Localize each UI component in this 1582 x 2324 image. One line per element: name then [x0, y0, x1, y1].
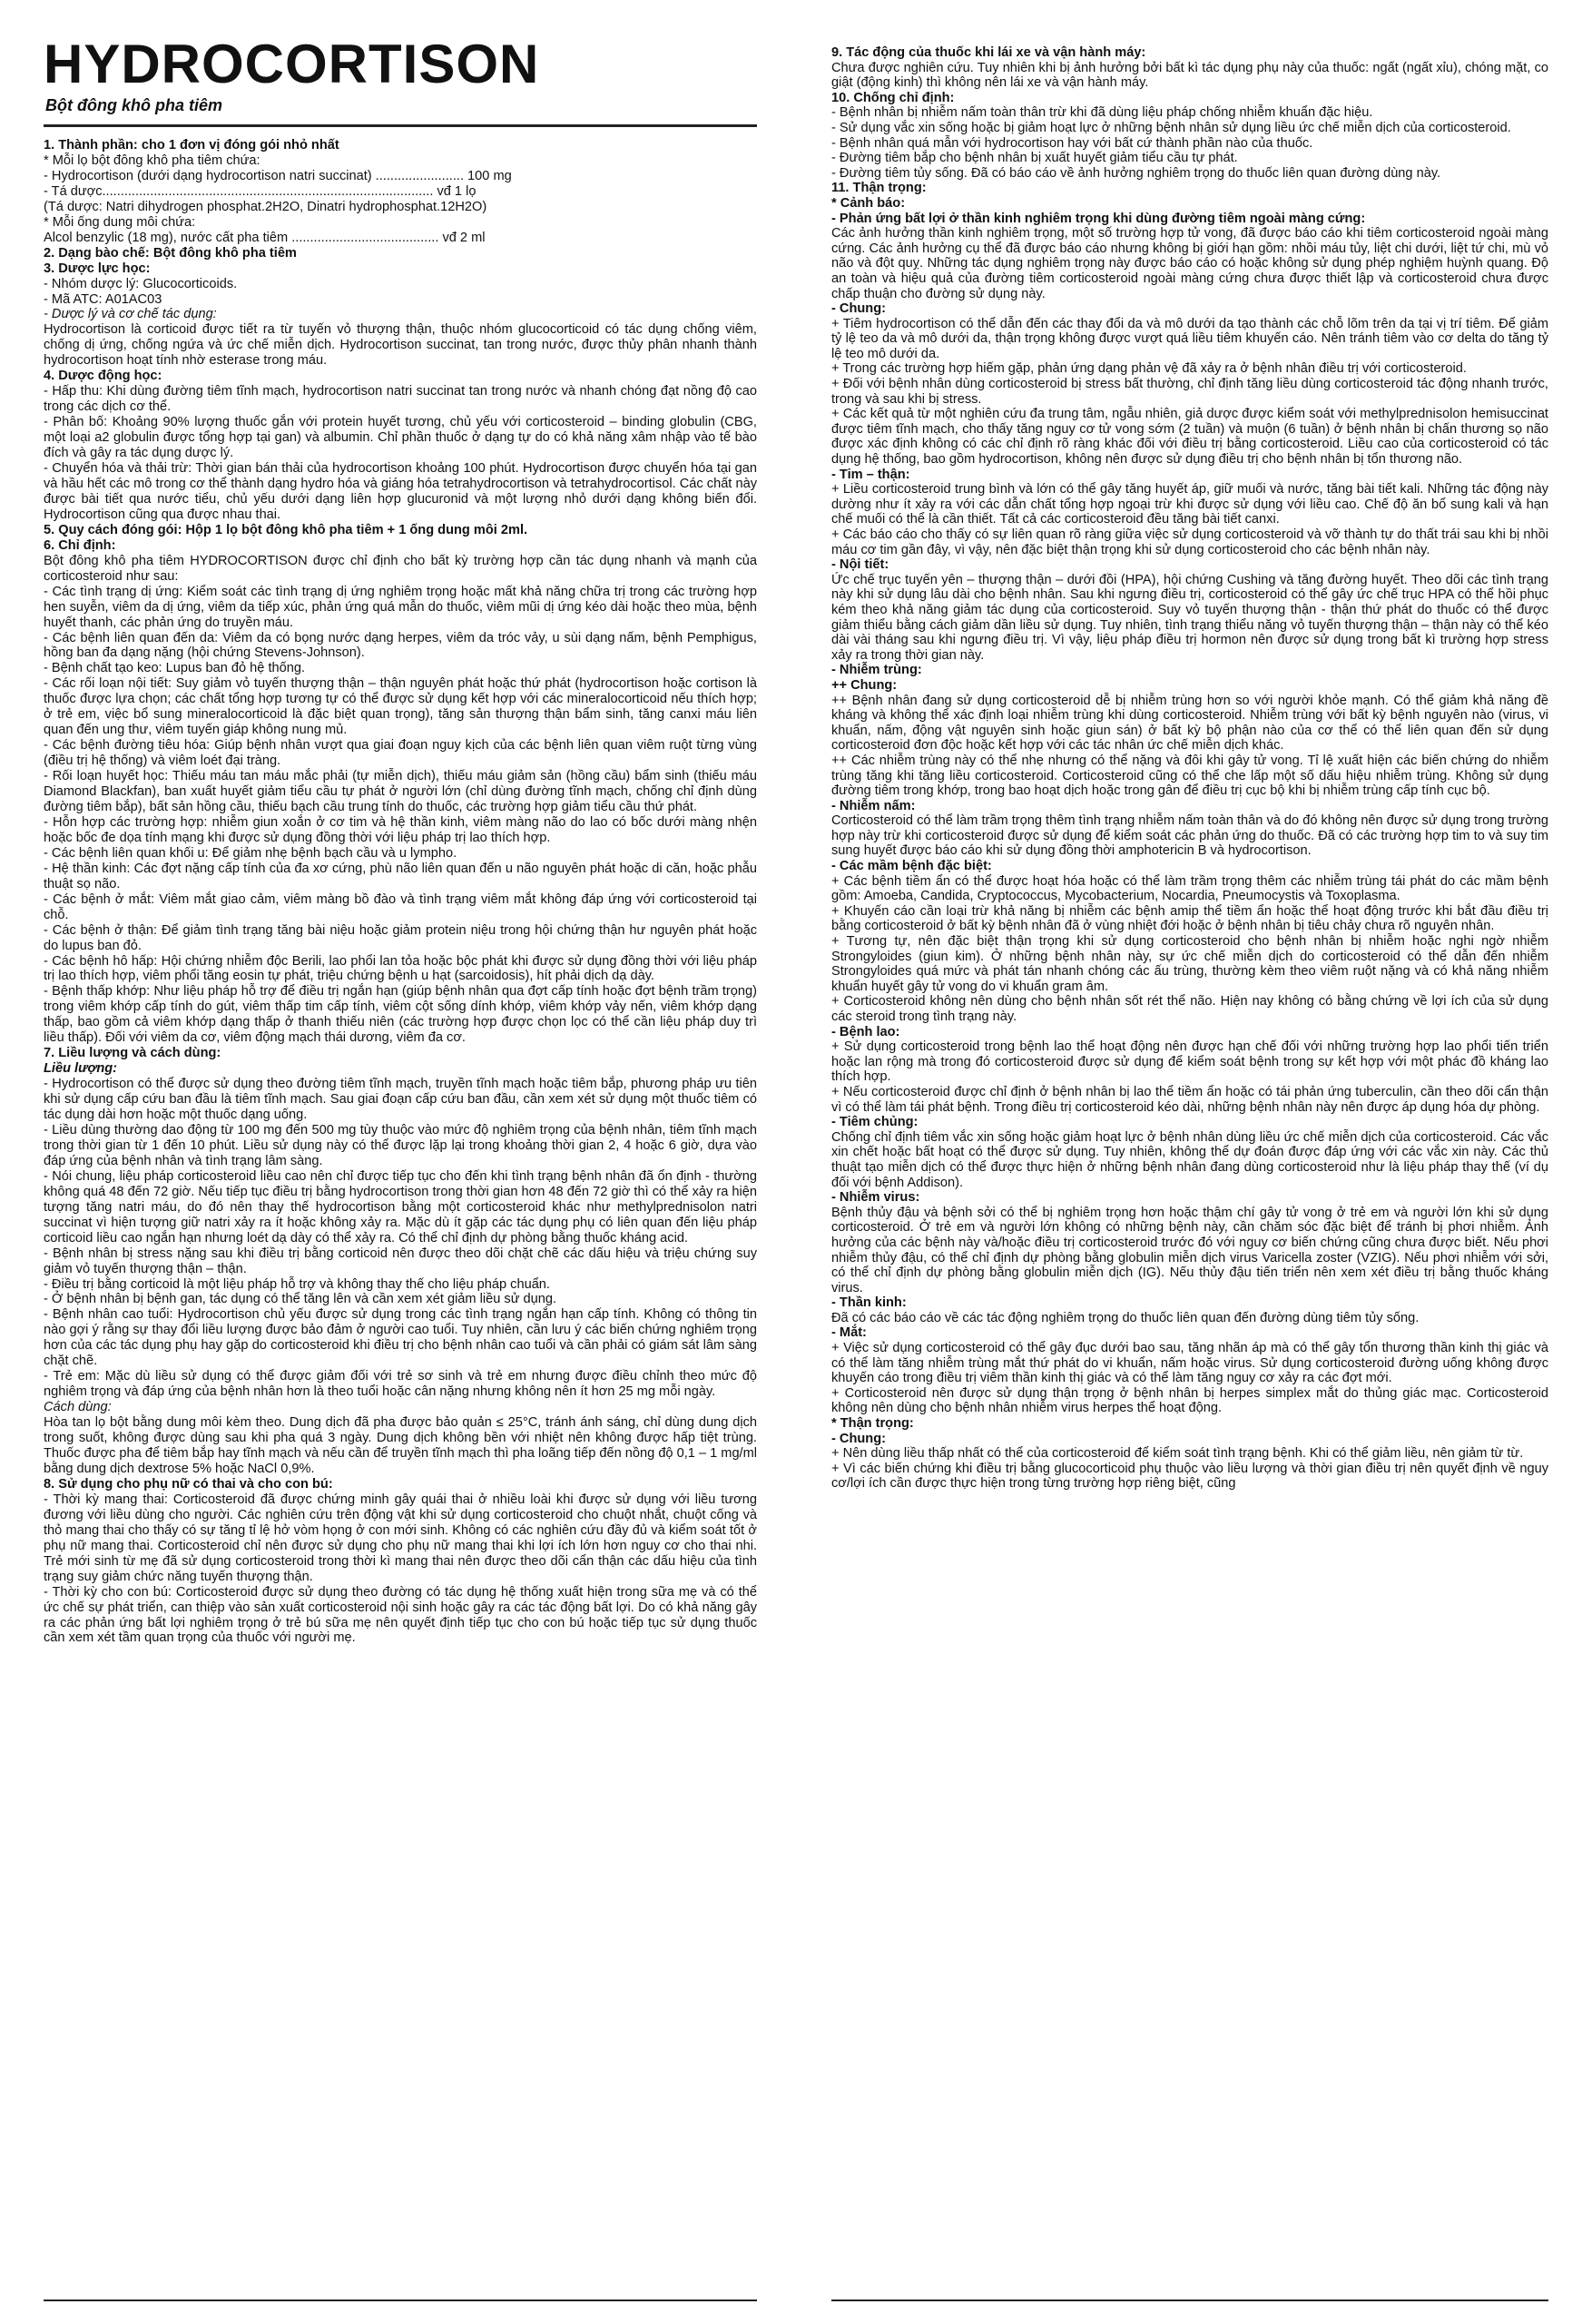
left-paragraphs-item: - Điều trị bằng corticoid là một liệu pháp hỗ trợ và không thay thế cho liệu pháp chuẩn.: [44, 1276, 550, 1292]
right-paragraphs-item: + Trong các trường hợp hiếm gặp, phản ứng dạng phản vệ đã xảy ra ở bệnh nhân điều trị với corticosteroid.: [831, 361, 1467, 377]
right-paragraphs-item: Chưa được nghiên cứu. Tuy nhiên khi bị ảnh hưởng bởi bất kì tác dụng phụ này của thuốc: ngất (ngất xỉu), chóng mặt, co giật (động kinh) thì không nên lái xe và vận hành máy.: [831, 60, 1553, 91]
left-paragraphs-item: Bột đông khô pha tiêm HYDROCORTISON được chỉ định cho bất kỳ trường hợp cần tác dụng nhanh và mạnh của corticosteroid như sau:: [44, 553, 762, 584]
left-paragraphs-item: - Tá dược.......................................................................................... vđ 1 lọ: [44, 183, 477, 199]
left-paragraphs-item: - Các tình trạng dị ứng: Kiểm soát các tình trạng dị ứng nghiêm trọng hoặc mất khả năng chữa trị trong các trường hợp hen suyễn, viêm da dị ứng, viêm da tiếp xúc, phản ứng quá mẫn do thuốc, viêm mũi dị ứng kéo dài hoặc theo mùa, bệnh huyết thanh, các phản ứng do truyền máu.: [44, 584, 762, 630]
right-paragraphs-item: - Mắt:: [831, 1325, 867, 1341]
right-paragraphs-item: + Nên dùng liều thấp nhất có thể của corticosteroid để kiểm soát tình trạng bệnh. Khi có thể giảm liều, nên giảm từ từ.: [831, 1446, 1524, 1462]
left-paragraphs-item: - Bệnh thấp khớp: Như liệu pháp hỗ trợ để điều trị ngắn hạn (giúp bệnh nhân qua đợt cấp tính hoặc đợt bệnh trầm trọng) trong viêm khớp cấp tính do gút, viêm thấp tim cấp tính, viêm cột sống dính khớp, viêm khớp vảy nến, viêm khớp dạng thấp, bao gồm cả viêm khớp dạng thấp ở thanh thiếu niên (các trường hợp được chọn lọc có thể cần liệu pháp duy trì liều thấp). Đối với viêm da cơ, viêm động mạch thái dương, viêm đa cơ.: [44, 984, 762, 1046]
right-paragraphs-item: + Corticosteroid không nên dùng cho bệnh nhân sốt rét thể não. Hiện nay không có bằng chứng về lợi ích của sử dụng các steroid trong tình trạng này.: [831, 994, 1553, 1024]
left-paragraphs-item: - Trẻ em: Mặc dù liều sử dụng có thể được giảm đối với trẻ sơ sinh và trẻ em nhưng được điều chỉnh theo mức độ nghiêm trọng và đáp ứng của bệnh nhân hơn là theo tuổi hoặc cân nặng nhưng không nên ít hơn 25 mg mỗi ngày.: [44, 1369, 762, 1400]
left-paragraphs-item: - Mã ATC: A01AC03: [44, 291, 162, 307]
right-paragraphs-item: 9. Tác động của thuốc khi lái xe và vận hành máy:: [831, 45, 1146, 60]
left-paragraphs-item: 8. Sử dụng cho phụ nữ có thai và cho con bú:: [44, 1476, 333, 1492]
right-paragraphs-item: 11. Thận trọng:: [831, 181, 927, 196]
right-paragraphs-item: 10. Chống chỉ định:: [831, 90, 955, 105]
right-paragraphs-item: ++ Bệnh nhân đang sử dụng corticosteroid dễ bị nhiễm trùng hơn so với người khỏe mạnh. Có thể giảm khả năng đề kháng và không thể xác định loại nhiễm trùng khi dùng corticosteroid. Nhiễm trùng với bất kỳ bệnh nguyên nào (virus, vi khuẩn, nấm, động vật nguyên sinh hoặc giun sán) ở bất kỳ bộ phận nào của cơ thể có thể liên quan đến sử dụng corticosteroid đơn độc hoặc kết hợp với các tác nhân ức chế miễn dịch khác.: [831, 693, 1553, 753]
left-paragraphs-item: * Mỗi ống dung môi chứa:: [44, 214, 196, 230]
left-paragraphs-item: * Mỗi lọ bột đông khô pha tiêm chứa:: [44, 153, 260, 168]
right-paragraphs-item: + Nếu corticosteroid được chỉ định ở bệnh nhân bị lao thể tiềm ẩn hoặc có tái phản ứng tuberculin, cần theo dõi cẩn thận vì có thể làm tái phát bệnh. Trong điều trị corticosteroid kéo dài, những bệnh nhân này nên được áp dụng hóa dự phòng.: [831, 1084, 1553, 1115]
title-divider: [44, 124, 757, 127]
left-paragraphs-item: - Bệnh chất tạo keo: Lupus ban đỏ hệ thống.: [44, 661, 306, 676]
right-paragraphs-item: Các ảnh hưởng thần kinh nghiêm trọng, một số trường hợp tử vong, đã được báo cáo khi tiêm corticosteroid ngoài màng cứng. Các ảnh hưởng cụ thể đã được báo cáo nhưng không bị giới hạn gồm: nhồi máu tủy, liệt chi dưới, liệt tứ chi, mù vỏ não và đột quỵ. Những tác dụng nghiêm trọng này được báo cáo có hoặc không sử dụng phép nghiệm huỳnh quang. Độ an toàn và hiệu quả của đường tiêm corticosteroid ngoài màng cứng chưa được thiết lập và corticosteroid chưa được chấp thuận cho đường sử dụng này.: [831, 226, 1553, 301]
left-paragraphs-item: 4. Dược động học:: [44, 369, 162, 384]
right-paragraphs-item: + Corticosteroid nên được sử dụng thận trọng ở bệnh nhân bị herpes simplex mắt do thủng giác mạc. Corticosteroid không nên dùng cho bệnh nhân nhiễm virus herpes thể hoạt động.: [831, 1385, 1553, 1416]
right-paragraphs-item: + Liều corticosteroid trung bình và lớn có thể gây tăng huyết áp, giữ muối và nước, tăng bài tiết kali. Những tác động này dường như ít xảy ra với các dẫn chất tổng hợp ngoại trừ khi được sử dụng với liều cao. Chế độ ăn bổ sung kali và hạn chế muối có thể là cần thiết. Tất cả các corticosteroid đều tăng bài tiết canxi.: [831, 482, 1553, 527]
right-paragraphs-item: - Chung:: [831, 1431, 886, 1446]
right-paragraphs-item: - Thần kinh:: [831, 1295, 907, 1311]
left-paragraphs-item: 1. Thành phần: cho 1 đơn vị đóng gói nhỏ nhất: [44, 138, 339, 153]
left-paragraphs-item: - Hydrocortison có thể được sử dụng theo đường tiêm tĩnh mạch, truyền tĩnh mạch hoặc tiêm bắp, phương pháp ưu tiên khi sử dụng cấp cứu ban đầu là tiêm tĩnh mạch. Sau giai đoạn cấp cứu ban đầu, cần xem xét sử dụng một thuốc tiêm có tác dụng dài hơn hoặc một thuốc dạng uống.: [44, 1077, 762, 1123]
left-paragraphs-item: - Các rối loạn nội tiết: Suy giảm vỏ tuyến thượng thận – thận nguyên phát hoặc thứ phát (hydrocortison hoặc cortison là thuốc được lựa chọn; các chất tổng hợp tương tự có thể được sử dụng kết hợp với các mineralocorticoid nếu thích hợp; ở trẻ em, việc bổ sung mineralocorticoid là đặc biệt quan trọng), tăng sản thượng thận bẩm sinh, tăng canxi máu liên quan đến ung thư, viêm tuyến giáp không nung mủ.: [44, 676, 762, 738]
right-paragraphs-item: + Các báo cáo cho thấy có sự liên quan rõ ràng giữa việc sử dụng corticosteroid và vỡ thành tự do thất trái sau khi bị nhồi máu cơ tim gần đây, vì vậy, nên đặc biệt thận trọng khi sử dụng corticosteroid cho các bệnh nhân này.: [831, 527, 1553, 557]
right-paragraphs-item: + Vì các biến chứng khi điều trị bằng glucocorticoid phụ thuộc vào liều lượng và thời gian điều trị nên quyết định về nguy cơ/lợi ích cần được thực hiện trong từng trường hợp riêng biệt, cũng: [831, 1461, 1553, 1492]
left-paragraphs-item: - Nhóm dược lý: Glucocorticoids.: [44, 276, 238, 291]
left-bottom-divider: [44, 2299, 757, 2301]
left-paragraphs-item: 2. Dạng bào chế: Bột đông khô pha tiêm: [44, 245, 297, 261]
right-paragraphs-item: + Tương tự, nên đặc biệt thận trọng khi sử dụng corticosteroid cho bệnh nhân bị nhiễm hoặc nghi ngờ nhiễm Strongyloides (giun kim). Ở những bệnh nhân này, sự ức chế miễn dịch do corticosteroid có thể dẫn đến nhiễm Strongyloides quá mức và phát tán nhanh chóng các ấu trùng, thường kèm theo viêm ruột nặng và có khả năng nhiễm khuẩn huyết gây tử vong do vi khuẩn gram âm.: [831, 934, 1553, 994]
left-paragraphs-item: - Liều dùng thường dao động từ 100 mg đến 500 mg tùy thuộc vào mức độ nghiêm trọng của bệnh nhân, tiêm tĩnh mạch trong thời gian từ 1 đến 10 phút. Liều sử dụng này có thể được lặp lại trong khoảng thời gian 2, 4 hoặc 6 giờ, dựa vào đáp ứng của bệnh nhân và tình trạng lâm sàng.: [44, 1123, 762, 1168]
left-paragraphs-item: - Bệnh nhân cao tuổi: Hydrocortison chủ yếu được sử dụng trong các tình trạng ngắn hạn cấp tính. Không có thông tin nào gợi ý rằng sự thay đổi liều lượng được bảo đảm ở người cao tuổi. Tuy nhiên, cần lưu ý các biến chứng nghiêm trọng hơn của các tác dụng phụ hay gặp do corticosteroid khi điều trị cho bệnh nhân cao tuổi và cần phải có giám sát lâm sàng chặt chẽ.: [44, 1307, 762, 1369]
left-paragraphs-item: - Hydrocortison (dưới dạng hydrocortison natri succinat) ........................ 100 mg: [44, 168, 512, 183]
left-paragraphs-item: - Bệnh nhân bị stress nặng sau khi điều trị bằng corticoid nên được theo dõi chặt chẽ các dấu hiệu và triệu chứng suy giảm vỏ tuyến thượng thận – thận.: [44, 1246, 762, 1276]
document-subtitle: Bột đông khô pha tiêm: [45, 96, 222, 114]
left-paragraphs-item: - Các bệnh liên quan đến da: Viêm da có bọng nước dạng herpes, viêm da tróc vảy, u sùi dạng nấm, bệnh Pemphigus, hồng ban đa dạng nặng (hội chứng Stevens-Johnson).: [44, 630, 762, 661]
right-paragraphs-item: Ức chế trục tuyến yên – thượng thận – dưới đồi (HPA), hội chứng Cushing và tăng đường huyết. Theo dõi các tình trạng này khi sử dụng lâu dài cho bệnh nhân. Sau khi ngưng điều trị, corticosteroid có thể gây ức chế trục HPA có thể hồi phục kém theo khả năng giảm tác dụng của corticosteroid. Suy vỏ tuyến thượng thận - thận thứ phát do thuốc có thể được giảm thiểu bằng cách giảm dần liều sử dụng. Tuy nhiên, tình trạng thiểu năng vỏ tuyến thượng thận – thận này có thể kéo dài vài tháng sau khi ngưng điều trị. Vì vậy, liệu pháp điều trị hormon nên được sử dụng trong bất kì trường hợp stress xảy ra trong thời gian này.: [831, 572, 1553, 663]
right-column: [831, 45, 1553, 2301]
left-paragraphs-item: - Ở bệnh nhân bị bệnh gan, tác dụng có thể tăng lên và cần xem xét giảm liều sử dụng.: [44, 1292, 557, 1307]
left-paragraphs-item: Liều lượng:: [44, 1061, 118, 1077]
left-paragraphs-item: 5. Quy cách đóng gói: Hộp 1 lọ bột đông khô pha tiêm + 1 ống dung môi 2ml.: [44, 522, 528, 537]
right-paragraphs-item: * Cảnh báo:: [831, 195, 906, 211]
right-paragraphs-item: - Nhiễm nấm:: [831, 798, 916, 813]
right-paragraphs-item: ++ Chung:: [831, 677, 898, 693]
right-paragraphs-item: - Tim – thận:: [831, 467, 910, 482]
left-paragraphs-item: - Hấp thu: Khi dùng đường tiêm tĩnh mạch, hydrocortison natri succinat tan trong nước và nhanh chóng đạt nồng độ cao trong các dịch cơ thể.: [44, 384, 762, 415]
right-paragraphs-item: ++ Các nhiễm trùng này có thể nhẹ nhưng có thể nặng và đôi khi gây tử vong. Tỉ lệ xuất hiện các biến chứng do nhiễm trùng tăng khi tăng liều corticosteroid. Corticosteroid cũng có thể che lấp một số dấu hiệu nhiễm trùng. Không sử dụng đường tiêm trong khớp, trong bao hoạt dịch hoặc trong gân để điều trị cục bộ khi bị nhiễm trùng cấp tính cục bộ.: [831, 753, 1553, 799]
right-paragraphs-item: Chống chỉ định tiêm vắc xin sống hoặc giảm hoạt lực ở bệnh nhân dùng liều ức chế miễn dịch của corticosteroid. Các vắc xin chết hoặc bất hoạt có thể được sử dụng. Tuy nhiên, không thể dự đoán được đáp ứng với các vắc xin này. Các thủ thuật tạo miễn dịch có thể được thực hiện ở những bệnh nhân đang dùng corticosteroid như là liệu pháp thay thế (ví dụ đối với bệnh Addison).: [831, 1129, 1553, 1190]
left-paragraphs-item: - Hệ thần kinh: Các đợt nặng cấp tính của đa xơ cứng, phù não liên quan đến u não nguyên phát hoặc di căn, hoặc phẫu thuật sọ não.: [44, 861, 762, 891]
right-paragraphs-item: - Tiêm chủng:: [831, 1115, 919, 1130]
left-paragraphs-item: 6. Chỉ định:: [44, 537, 116, 553]
left-paragraphs-item: - Chuyển hóa và thải trừ: Thời gian bán thải của hydrocortison khoảng 100 phút. Hydrocortison được chuyển hóa tại gan và hầu hết các mô trong cơ thể thành dạng hydro hóa và giáng hóa tetrahydrocortison và tetrahydrocortisol. Các chất này được bài tiết qua nước tiểu, chủ yếu dưới dạng liên hợp glucuronid và một lượng nhỏ dưới dạng không biến đổi. Hydrocortison cũng qua được nhau thai.: [44, 461, 762, 522]
left-paragraphs-item: - Nói chung, liệu pháp corticosteroid liều cao nên chỉ được tiếp tục cho đến khi tình trạng bệnh nhân đã ổn định - thường không quá 48 đến 72 giờ. Nếu tiếp tục điều trị bằng hydrocortison trong thời gian hơn 48 đến 72 giờ thì có thể xảy ra hiện tượng tăng natri máu, do đó nên thay thế hydrocortison bằng một corticosteroid khác như methylprednisolon natri succinat vì hiện tượng giữ natri xảy ra ít hoặc không xảy ra. Mặc dù ít gặp các tác dụng phụ có liên quan đến liệu pháp corticoid liều cao ngắn hạn nhưng loét dạ dày có thể xảy ra. Có thể chỉ định dự phòng bằng thuốc kháng acid.: [44, 1168, 762, 1246]
left-paragraphs-item: - Dược lý và cơ chế tác dụng:: [44, 307, 217, 322]
left-column: [44, 34, 762, 2301]
right-paragraphs-item: Bệnh thủy đậu và bệnh sởi có thể bị nghiêm trọng hơn hoặc thậm chí gây tử vong ở trẻ em và người lớn khi sử dụng corticosteroid. Ở trẻ em và người lớn không có những bệnh này, cần chăm sóc đặc biệt để tránh bị phơi nhiễm. Ảnh hưởng của các bệnh này và/hoặc điều trị corticosteroid trước đó với nguy cơ biến chứng cũng chưa được biết. Nếu phơi nhiễm thủy đậu, có thể chỉ định dự phòng bằng globulin miễn dịch virus Varicella zoster (VZIG). Nếu phơi nhiễm với sởi, có thể chỉ định dự phòng bằng globulin miễn dịch (IG). Nếu thủy đậu tiến triển nên xem xét điều trị bằng thuốc kháng virus.: [831, 1205, 1553, 1295]
right-paragraphs-item: - Đường tiêm tủy sống. Đã có báo cáo về ảnh hưởng nghiêm trọng do thuốc liên quan đường dùng này.: [831, 165, 1441, 181]
left-paragraphs-item: Hydrocortison là corticoid được tiết ra từ tuyến vỏ thượng thận, thuộc nhóm glucocorticoid có tác dụng chống viêm, chống dị ứng, chống ngứa và ức chế miễn dịch. Hydrocortison succinat, tan trong nước, được thủy phân nhanh thành hydrocortison hoạt tính nhờ esterase trong máu.: [44, 322, 762, 369]
right-paragraphs-item: + Đối với bệnh nhân dùng corticosteroid bị stress bất thường, chỉ định tăng liều dùng corticosteroid tác động nhanh trước, trong và sau khi bị stress.: [831, 377, 1553, 407]
left-paragraphs-item: - Thời kỳ cho con bú: Corticosteroid được sử dụng theo đường có tác dụng hệ thống xuất hiện trong sữa mẹ và có thể ức chế sự phát triển, can thiệp vào sản xuất corticosteroid nội sinh hoặc gây ra các tác động bất lợi. Do có khả năng gây ra các phản ứng bất lợi nghiêm trọng ở trẻ bú sữa mẹ nên quyết định tiếp tục cho con bú hoặc tiếp tục sử dụng thuốc cần xem xét tầm quan trọng của thuốc với người mẹ.: [44, 1584, 762, 1646]
right-paragraphs-item: - Đường tiêm bắp cho bệnh nhân bị xuất huyết giảm tiểu cầu tự phát.: [831, 151, 1238, 166]
right-paragraphs-item: - Nhiễm virus:: [831, 1190, 920, 1206]
left-paragraphs-item: - Hỗn hợp các trường hợp: nhiễm giun xoắn ở cơ tim và hệ thần kinh, viêm màng não do lao có bốc dưới màng nhện hoặc bốc đe dọa tính mạng khi được sử dụng đồng thời với liệu pháp trị lao thích hợp.: [44, 814, 762, 845]
left-paragraphs-item: - Các bệnh đường tiêu hóa: Giúp bệnh nhân vượt qua giai đoạn nguy kịch của các bệnh liên quan viêm ruột từng vùng (điều trị hệ thống) và viêm loét đại tràng.: [44, 738, 762, 769]
right-paragraphs-item: + Các kết quả từ một nghiên cứu đa trung tâm, ngẫu nhiên, giả dược được kiểm soát với methylprednisolon hemisuccinat được tiêm tĩnh mạch, cho thấy tăng nguy cơ tử vong sớm (2 tuần) và muộn (6 tuần) ở bệnh nhân bị chấn thương sọ não được xác định không có các chỉ định rõ ràng khác đối với điều trị bằng corticosteroid. Liều cao của corticosteroid có tác dụng hệ thống, bao gồm hydrocortison, không nên được sử dụng điều trị cho bệnh nhân bị tổn thương não.: [831, 407, 1553, 468]
right-paragraphs-item: - Nhiễm trùng:: [831, 663, 922, 678]
right-body-text: [831, 45, 1553, 1492]
left-paragraphs-item: Alcol benzylic (18 mg), nước cất pha tiêm ........................................ vđ 2 ml: [44, 230, 486, 245]
left-paragraphs-item: 3. Dược lực học:: [44, 261, 151, 276]
right-paragraphs-item: + Việc sử dụng corticosteroid có thể gây đục dưới bao sau, tăng nhãn áp mà có thể gây tổn thương thần kinh thị giác và có thể làm tăng nhiễm trùng mắt thứ phát do vi khuẩn, nấm hoặc virus. Sử dụng corticosteroid đường uống không được khuyến cáo trong điều trị viêm thần kinh thị giác và có thể làm tăng nguy cơ xảy ra các đợt mới.: [831, 1341, 1553, 1386]
right-paragraphs-item: - Phản ứng bất lợi ở thần kinh nghiêm trọng khi dùng đường tiêm ngoài màng cứng:: [831, 211, 1366, 226]
right-paragraphs-item: - Chung:: [831, 301, 886, 317]
left-paragraphs-item: - Phân bố: Khoảng 90% lượng thuốc gắn với protein huyết tương, chủ yếu với corticosteroid – binding globulin (CBG, một loại a2 globulin được tổng hợp tại gan) và albumin. Chỉ phần thuốc ở dạng tự do có khả năng xâm nhập vào tế bào đích và gây ra tác dụng dược lý.: [44, 415, 762, 461]
right-paragraphs-item: - Nội tiết:: [831, 557, 889, 573]
left-paragraphs-item: Hòa tan lọ bột bằng dung môi kèm theo. Dung dịch đã pha được bảo quản ≤ 25°C, tránh ánh sáng, chỉ dùng dung dịch trong suốt, không được dùng sau khi pha quá 3 ngày. Dung dịch không bền với nhiệt nên không được hấp tiệt trùng. Thuốc được pha để tiêm bắp hay tĩnh mạch và nếu cần để truyền tĩnh mạch thì pha loãng tiếp đến nồng độ 0,1 – 1 mg/ml bằng dung dịch dextrose 5% hoặc NaCl 0,9%.: [44, 1415, 762, 1476]
right-paragraphs-item: - Bệnh lao:: [831, 1024, 900, 1039]
right-paragraphs-item: + Tiêm hydrocortison có thể dẫn đến các thay đổi da và mô dưới da tạo thành các chỗ lõm trên da tại vị trí tiêm. Để giảm tỷ lệ teo da và mô dưới da, thận trọng không được vượt quá liều tiêm khuyến cáo. Nên tránh tiêm vào cơ delta do tăng tỷ lệ teo mô dưới da.: [831, 316, 1553, 361]
left-paragraphs-item: - Các bệnh ở thận: Để giảm tình trạng tăng bài niệu hoặc giảm protein niệu trong hội chứng thận hư nguyên phát hoặc do lupus ban đỏ.: [44, 922, 762, 953]
right-paragraphs-item: - Bệnh nhân quá mẫn với hydrocortison hay với bất cứ thành phần nào của thuốc.: [831, 135, 1313, 151]
left-paragraphs-item: 7. Liều lượng và cách dùng:: [44, 1046, 221, 1061]
right-paragraphs-item: Đã có các báo cáo về các tác động nghiêm trọng do thuốc liên quan đến đường dùng tiêm tủy sống.: [831, 1310, 1420, 1325]
left-paragraphs-item: - Rối loạn huyết học: Thiếu máu tan máu mắc phải (tự miễn dịch), thiếu máu giảm sản (hồng cầu) bẩm sinh (thiếu máu Diamond Blackfan), ban xuất huyết giảm tiểu cầu tự phát ở người lớn (chỉ dùng đường tĩnh mạch, chống chỉ định dùng đường tiêm bắp), bất sản hồng cầu, thiếu bạch cầu trung tính do thuốc, các trường hợp giảm tiểu cầu thứ phát.: [44, 769, 762, 814]
left-paragraphs-item: Cách dùng:: [44, 1400, 112, 1415]
left-body-text: [44, 138, 762, 1646]
right-paragraphs-item: + Khuyến cáo cần loại trừ khả năng bị nhiễm các bệnh amip thể tiềm ẩn hoặc thể hoạt động trước khi bắt đầu điều trị bằng corticosteroid ở bất kỳ bệnh nhân đã ở vùng nhiệt đới hoặc ở bệnh nhân bị tiêu chảy chưa rõ nguyên nhân.: [831, 903, 1553, 934]
right-paragraphs-item: Corticosteroid có thể làm trầm trọng thêm tình trạng nhiễm nấm toàn thân và do đó không nên được sử dụng trong trường hợp này trừ khi corticosteroid được sử dụng để kiểm soát các phản ứng do thuốc. Đã có các trường hợp tim to và suy tim sung huyết được báo cáo khi sử dụng đồng thời amphotericin B và hydrocortison.: [831, 813, 1553, 859]
right-paragraphs-item: + Các bệnh tiềm ẩn có thể được hoạt hóa hoặc có thể làm trầm trọng thêm các nhiễm trùng tái phát do các mầm bệnh gồm: Amoeba, Candida, Cryptococcus, Mycobacterium, Nocardia, Pneumocystis và Toxoplasma.: [831, 873, 1553, 904]
right-paragraphs-item: - Sử dụng vắc xin sống hoặc bị giảm hoạt lực ở những bệnh nhân sử dụng liều ức chế miễn dịch của corticosteroid.: [831, 120, 1511, 135]
left-paragraphs-item: - Các bệnh hô hấp: Hội chứng nhiễm độc Berili, lao phổi lan tỏa hoặc bộc phát khi được sử dụng đồng thời với liệu pháp trị lao thích hợp, viêm phổi tăng eosin tự phát, triệu chứng bệnh u hạt (sarcoidosis), hít phải dịch dạ dày.: [44, 953, 762, 984]
right-paragraphs-item: + Sử dụng corticosteroid trong bệnh lao thể hoạt động nên được hạn chế đối với những trường hợp lao phổi tiến triển hoặc lan rộng mà trong đó corticosteroid được sử dụng để kiểm soát bệnh trong sự kết hợp với một phác đồ kháng lao thích hợp.: [831, 1039, 1553, 1085]
left-paragraphs-item: - Các bệnh ở mắt: Viêm mắt giao cảm, viêm màng bồ đào và tình trạng viêm mắt không đáp ứng với corticosteroid tại chỗ.: [44, 891, 762, 922]
right-paragraphs-item: * Thận trọng:: [831, 1416, 914, 1432]
right-bottom-divider: [831, 2299, 1548, 2301]
right-paragraphs-item: - Bệnh nhân bị nhiễm nấm toàn thân trừ khi đã dùng liệu pháp chống nhiễm khuẩn đặc hiệu.: [831, 105, 1373, 121]
left-paragraphs-item: (Tá dược: Natri dihydrogen phosphat.2H2O, Dinatri hydrophosphat.12H2O): [44, 199, 487, 214]
document-title: HYDROCORTISON: [44, 34, 540, 94]
left-paragraphs-item: - Thời kỳ mang thai: Corticosteroid đã được chứng minh gây quái thai ở nhiều loài khi được sử dụng với liều tương đương với liều dùng cho người. Các nghiên cứu trên động vật khi sử dụng corticosteroid cho chuột nhắt, chuột cống và thỏ mang thai cho thấy có sự tăng tỉ lệ hở vòm họng ở con mới sinh. Không có các nghiên cứu đầy đủ và kiểm soát tốt ở phụ nữ mang thai. Corticosteroid chỉ nên được sử dụng cho phụ nữ mang thai khi lợi ích lớn hơn nguy cơ cho thai nhi. Trẻ mới sinh từ mẹ đã sử dụng corticosteroid trong thời kì mang thai nên được theo dõi cẩn thận các dấu hiệu của tình trạng suy giảm chức năng tuyến thượng thận.: [44, 1492, 762, 1584]
left-paragraphs-item: - Các bệnh liên quan khối u: Để giảm nhẹ bệnh bạch cầu và u lympho.: [44, 845, 457, 861]
right-paragraphs-item: - Các mầm bệnh đặc biệt:: [831, 859, 992, 874]
